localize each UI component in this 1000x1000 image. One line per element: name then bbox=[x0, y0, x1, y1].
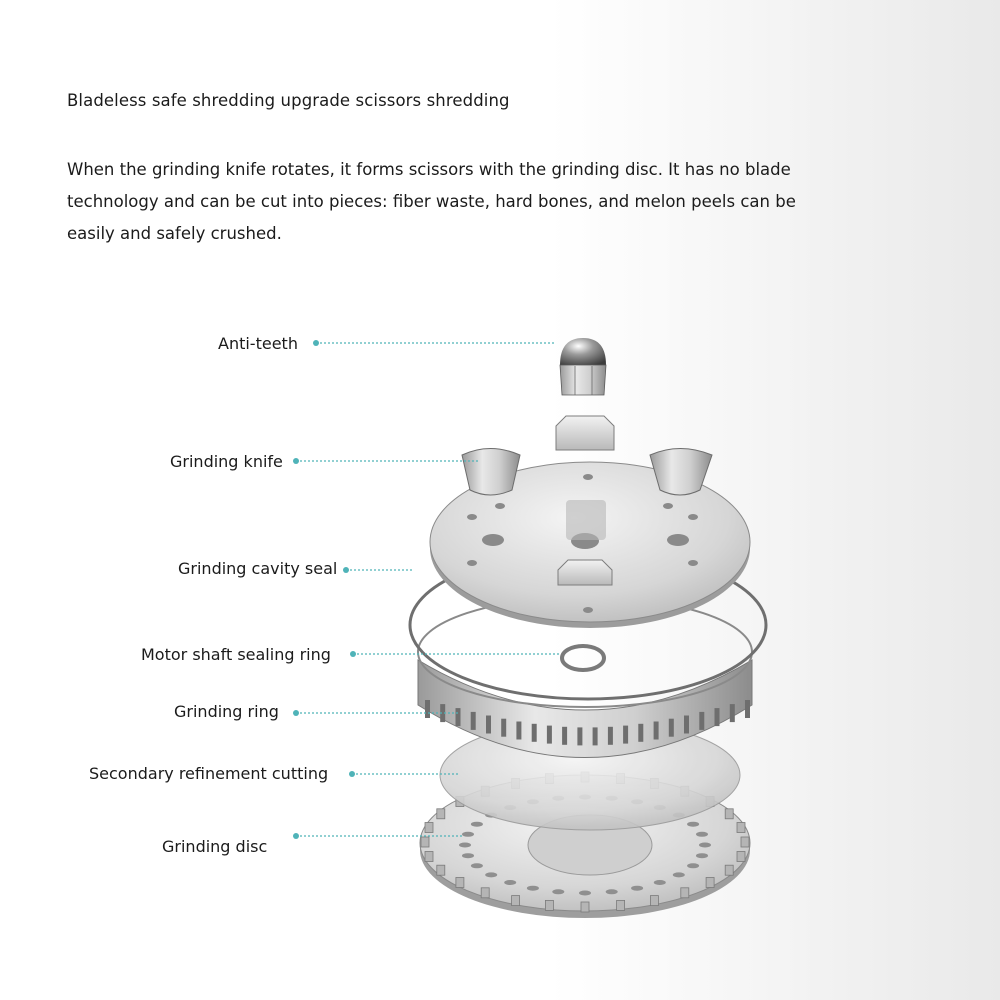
ring-slot bbox=[516, 722, 521, 740]
leader-dot-secondary bbox=[349, 771, 355, 777]
nut-bracket-part bbox=[556, 416, 614, 450]
disc-tooth bbox=[741, 837, 749, 847]
disc-tooth bbox=[737, 852, 745, 862]
disc-slot bbox=[485, 872, 497, 877]
disc-tooth bbox=[456, 878, 464, 888]
label-grinding-disc: Grinding disc bbox=[162, 837, 268, 856]
disc-tooth bbox=[437, 865, 445, 875]
disc-tooth bbox=[617, 900, 625, 910]
disc-slot bbox=[462, 853, 474, 858]
leader-dot-shaft-ring bbox=[350, 651, 356, 657]
ring-slot bbox=[699, 712, 704, 730]
disc-tooth bbox=[706, 878, 714, 888]
ring-slot bbox=[730, 704, 735, 722]
description: When the grinding knife rotates, it forms scissors with the grinding disc. It has no blade technology and can be cut into pieces: fiber waste, hard bones, and melon peels can be easily and safely crushed. bbox=[67, 160, 796, 243]
disc-slot bbox=[459, 843, 471, 848]
disc-slot bbox=[471, 863, 483, 868]
ring-slot bbox=[547, 726, 552, 744]
label-grinding-knife: Grinding knife bbox=[170, 452, 283, 471]
disc-slot bbox=[654, 880, 666, 885]
disc-slot bbox=[471, 822, 483, 827]
ring-slot bbox=[623, 726, 628, 744]
ring-slot bbox=[425, 700, 430, 718]
disc-tooth bbox=[581, 902, 589, 912]
ring-slot bbox=[456, 708, 461, 726]
disc-tooth bbox=[650, 896, 658, 906]
disc-tooth bbox=[725, 865, 733, 875]
leader-dot-cavity-seal bbox=[343, 567, 349, 573]
leader-dot-grinding-disc bbox=[293, 833, 299, 839]
disc-slot bbox=[527, 886, 539, 891]
disc-tooth bbox=[512, 896, 520, 906]
ring-slot bbox=[486, 716, 491, 734]
leader-dot-grinding-knife bbox=[293, 458, 299, 464]
disc-slot bbox=[579, 891, 591, 896]
disc-slot bbox=[606, 889, 618, 894]
disc-slot bbox=[673, 872, 685, 877]
disc-slot bbox=[696, 832, 708, 837]
label-cavity-seal: Grinding cavity seal bbox=[178, 559, 338, 578]
ring-slot bbox=[654, 722, 659, 740]
disc-tooth bbox=[437, 809, 445, 819]
leader-dot-anti-teeth bbox=[313, 340, 319, 346]
label-grinding-ring: Grinding ring bbox=[174, 702, 279, 721]
disc-slot bbox=[696, 853, 708, 858]
ring-slot bbox=[593, 727, 598, 745]
disc-tooth bbox=[421, 837, 429, 847]
label-anti-teeth: Anti-teeth bbox=[218, 334, 298, 353]
ring-slot bbox=[577, 727, 582, 745]
disc-slot bbox=[504, 880, 516, 885]
ring-slot bbox=[684, 716, 689, 734]
disc-tooth bbox=[737, 823, 745, 833]
anti-teeth-nut-part bbox=[560, 338, 606, 395]
ring-slot bbox=[638, 724, 643, 742]
disc-tooth bbox=[545, 900, 553, 910]
disc-slot bbox=[552, 889, 564, 894]
shaft-sealing-ring-part bbox=[562, 646, 604, 670]
disc-tooth bbox=[481, 888, 489, 898]
disc-tooth bbox=[725, 809, 733, 819]
headline: Bladeless safe shredding upgrade scissors shredding bbox=[67, 91, 510, 110]
label-secondary: Secondary refinement cutting bbox=[89, 764, 329, 783]
disc-slot bbox=[699, 843, 711, 848]
disc-tooth bbox=[425, 852, 433, 862]
ring-slot bbox=[532, 724, 537, 742]
leader-dot-grinding-ring bbox=[293, 710, 299, 716]
disc-tooth bbox=[681, 888, 689, 898]
disc-slot bbox=[462, 832, 474, 837]
disc-slot bbox=[687, 863, 699, 868]
disc-tooth bbox=[425, 823, 433, 833]
ring-slot bbox=[745, 700, 750, 718]
ring-slot bbox=[471, 712, 476, 730]
ring-slot bbox=[669, 719, 674, 737]
disc-slot bbox=[687, 822, 699, 827]
ring-slot bbox=[562, 727, 567, 745]
disc-slot bbox=[631, 886, 643, 891]
ring-slot bbox=[715, 708, 720, 726]
ring-slot bbox=[501, 719, 506, 737]
label-shaft-ring: Motor shaft sealing ring bbox=[141, 645, 331, 664]
ring-slot bbox=[608, 727, 613, 745]
